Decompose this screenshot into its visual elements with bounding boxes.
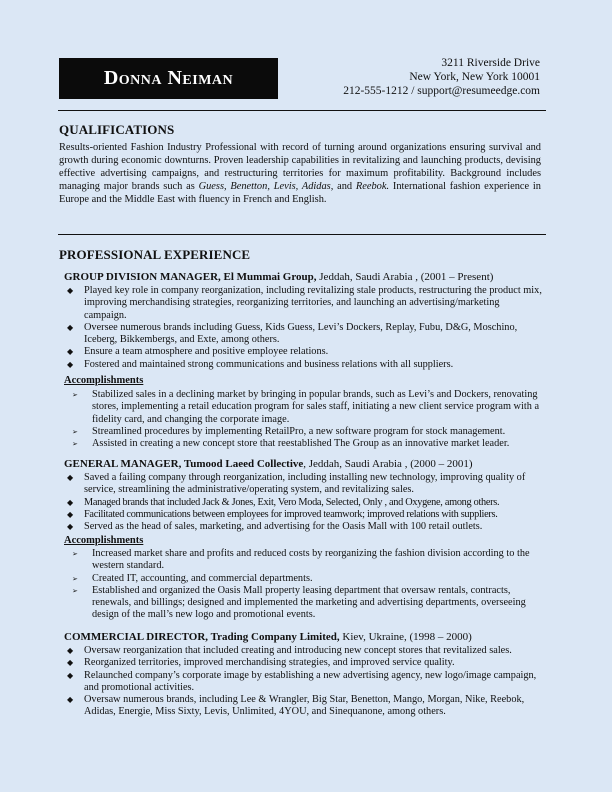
job-heading xyxy=(64,458,473,470)
candidate-name: Donna Neiman xyxy=(103,67,234,89)
job-title: GROUP DIVISION MANAGER, xyxy=(64,271,221,283)
name-banner xyxy=(59,58,278,99)
job-company: Trading Company Limited, xyxy=(208,631,340,643)
list-item: ➢ Created IT, accounting, and commercial departments. xyxy=(64,573,544,585)
summary-text-2: International fashion experience in Europe and the Middle East with fluency in French and English. xyxy=(59,181,542,205)
address-line-1: 3211 Riverside Drive xyxy=(441,57,540,69)
list-item: ◆ Oversaw numerous brands, including Lee & Wrangler, Big Star, Benetton, Mango, Morgan, Nike, Reebok, Adidas, Energie, Miss Sixty, Levis, Unlimited, 4YOU, and Sinequanone, among others. xyxy=(64,694,544,719)
job-heading xyxy=(64,631,472,643)
phone-email: 212-555-1212 / support@resumeedge.com xyxy=(343,85,540,97)
list-item: ◆ Relaunched company’s corporate image by establishing a new advertising agency, new logo/image campaign, and promotional activities. xyxy=(64,670,544,695)
list-item: ◆ Served as the head of sales, marketing, and advertising for the Oasis Mall with 100 retail outlets. xyxy=(64,521,544,533)
list-item: ◆ Saved a failing company through reorganization, including installing new technology, improving quality of service, streamlining the administrative/operating system, and revitalizing sales. xyxy=(64,472,544,497)
job-company: El Mummai Group, xyxy=(220,271,317,283)
summary-and: and xyxy=(333,181,356,192)
header-divider xyxy=(58,110,546,111)
job-location-dates: Kiev, Ukraine, (1998 – 2000) xyxy=(339,631,472,643)
list-item: ➢ Stabilized sales in a declining market by bringing in popular brands, such as Levi’s and Dockers, renovating stores, implementing a retail education program for sales staff, initiating a new client service program with a fidelity card, and changing the corporate image. xyxy=(64,389,544,426)
job-location-dates: , Jeddah, Saudi Arabia , (2000 – 2001) xyxy=(303,458,473,470)
list-item: ◆ Fostered and maintained strong communications and business relations with all suppliers. xyxy=(64,359,544,371)
list-item: ➢ Established and organized the Oasis Mall property leasing department that oversaw rentals, contracts, renewals, and billings; designed and implemented the marketing and advertising departments, overseeing design of the mall’s new logo and promotional events. xyxy=(64,585,544,622)
accomplishments-list xyxy=(64,548,544,622)
job-title: GENERAL MANAGER, xyxy=(64,458,182,470)
list-item: ◆ Oversee numerous brands including Guess, Kids Guess, Levi’s Dockers, Replay, Fubu, D&G, Moschino, Iceberg, Bikkembergs, and Exte, among others. xyxy=(64,322,544,347)
list-item: ◆ Managed brands that included Jack & Jones, Exit, Vero Moda, Selected, Only , and Oxygene, among others. xyxy=(64,497,544,509)
accomplishments-label: Accomplishments xyxy=(64,535,144,546)
accomplishments-list xyxy=(64,389,544,450)
section-divider xyxy=(58,234,546,235)
list-item: ◆ Oversaw reorganization that included creating and introducing new concept stores that revitalized sales. xyxy=(64,645,544,657)
qualifications-heading: QUALIFICATIONS xyxy=(59,122,175,137)
job-heading xyxy=(64,271,493,283)
accomplishments-label: Accomplishments xyxy=(64,375,144,386)
job-company: Tumood Laeed Collective xyxy=(181,458,304,470)
list-item: ◆ Reorganized territories, improved merchandising strategies, and improved service quality. xyxy=(64,657,544,669)
job-duties-list xyxy=(64,645,544,719)
list-item: ➢ Streamlined procedures by implementing RetailPro, a new software program for stock management. xyxy=(64,426,544,438)
list-item: ➢ Assisted in creating a new concept store that reestablished The Group as an innovative market leader. xyxy=(64,438,544,450)
summary-text-1: Results-oriented Fashion Industry Professional with record of turning around organizations ensuring survival and growth during economic downturns. Proven leadership capabilities in revitalizing and launching products, devising effective advertising campaigns, and restructuring territories for maximum profitability. Background includes managing major brands such as xyxy=(59,142,541,192)
summary-brands-2: Reebok. xyxy=(355,181,390,192)
summary-brands-1: Guess, Benetton, Levis, Adidas, xyxy=(198,181,334,192)
list-item: ➢ Increased market share and profits and reduced costs by reorganizing the fashion division according to the western standard. xyxy=(64,548,544,573)
address-line-2: New York, New York 10001 xyxy=(409,71,540,83)
job-duties-list xyxy=(64,472,544,533)
experience-heading: PROFESSIONAL EXPERIENCE xyxy=(59,247,251,262)
list-item: ◆ Facilitated communications between employees for improved teamwork; improved relations with suppliers. xyxy=(64,509,544,521)
list-item: ◆ Ensure a team atmosphere and positive employee relations. xyxy=(64,346,544,358)
qualifications-summary xyxy=(59,141,541,206)
job-title: COMMERCIAL DIRECTOR, xyxy=(64,631,209,643)
contact-block xyxy=(343,56,540,98)
job-duties-list xyxy=(64,285,544,371)
list-item: ◆ Played key role in company reorganization, including revitalizing stale products, restructuring the product mix, improving merchandising strategies, reorganizing territories, and launching an advertising/marketing campaign. xyxy=(64,285,544,322)
job-location-dates: Jeddah, Saudi Arabia , (2001 – Present) xyxy=(316,271,494,283)
